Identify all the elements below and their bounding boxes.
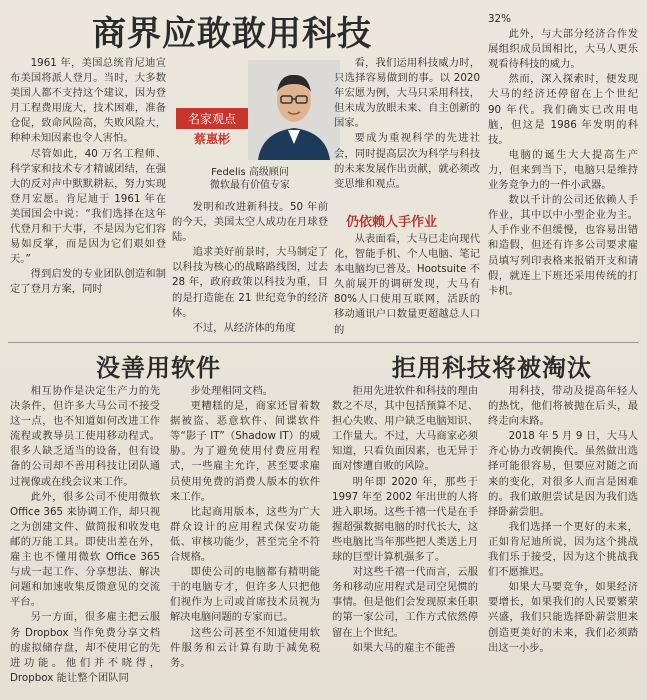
paragraph: 此外，很多公司不使用微软 Office 365 来协调工作，却只视之为创建文件、做简报和收发电邮的万能工具。即使出差在外，雇主也不懂用微软 Office 365 与成一起工作、分享想法、解决问题和加速收集反馈意见的交流平台。	[10, 490, 160, 609]
headline: 商界应敢敢用科技	[92, 14, 372, 54]
paragraph: 另一方面，很多雇主把云服务 Dropbox 当作免费分享文档的虚拟储存盘，却不使用它的先进功能。他们并不晓得，Dropbox 能让整个团队同	[10, 611, 160, 684]
paragraph: 对这些千禧一代而言，云服务和移动应用程式是司空见惯的事情。但是他们会发现原来任职的第一家公司，工作方式依然停留在上个世纪。	[332, 566, 478, 639]
author-role	[180, 166, 320, 192]
paragraph: 然而，深入探索时，便发现大马的经济还停留在上个世纪 90 年代。我们确实已改用电脑，但这是 1986 年发明的科技。	[488, 73, 638, 146]
paragraph: 更糟糕的是，商家还冒着数据被盗、恶意软件、间谍软件等“影子 IT”（Shadow IT）的威胁。为了避免使用付费应用程式，一些雇主允许，甚至要求雇员使用免费的消费人版本的软件来工作。	[170, 400, 320, 503]
paragraph: 1961 年，美国总统肯尼迪宣布美国将派人登月。当时，大多数美国人都不支持这个建议，因为登月工程费用庞大，技术困难，准备仓促，致命风险高，失败风险大，种种未知因素也令人害怕。	[10, 57, 166, 145]
author-title-line1: Fedelis 高级顾问	[211, 167, 289, 178]
paragraph: 尽管如此，40 万名工程师、科学家和技术专才精诚团结，在强大的反对声中默默耕耘，努力实现登月宏愿。肯尼迪于 1961 年在美国国会中说：“我们选择在这年代登月和干大事，不是因为它们容易如反掌，而是因为它们艰如登天。”	[10, 147, 166, 266]
section-title-tech: 拒用科技将被淘汰	[392, 353, 592, 382]
column-1	[10, 56, 166, 336]
paragraph: 如果大马的雇主不能善	[352, 641, 456, 654]
paragraph: 我们选择一个更好的未来，正如肯尼迪所说，因为这个挑战我们乐于接受，因为这个挑战我们不愿推迟。	[488, 520, 638, 579]
paragraph: 得到启发的专业团队创造和制定了登月方案，同时	[10, 268, 166, 296]
paragraph: 电脑的诞生大大提高生产力，但来到当下，电脑只是维持业务竞争力的一件小武器。	[488, 148, 638, 192]
paragraph: 看，我们运用科技威力时，只选择容易做到的事。以 2020 年宏愿为例，大马只采用科技，但未成为放眼未来、自主创新的国家。	[334, 57, 480, 130]
paragraph: 如果大马要竞争，如果经济要增长，如果我们的人民要繁荣兴盛，我们只能选择卧薪尝胆来创造更美好的未来，我们必须踏出这一小步。	[488, 581, 638, 654]
paragraph: 从表面看，大马已走向现代化，智能手机、个人电脑、笔记本电脑均已普及。Hootsuite 不久前展开的调研发现，大马有 80%人口使用互联网，活跃的移动通讯户口数量更超越总人口的	[334, 233, 480, 336]
column-3b	[334, 232, 480, 336]
author-title-line2: 微软最有价值专家	[210, 180, 290, 191]
column-4	[488, 12, 638, 336]
paragraph: 步处理相同文档。	[190, 385, 273, 397]
column-6	[170, 384, 320, 696]
paragraph: 追求美好前景时，大马制定了以科技为核心的战略路线图，过去 28 年，政府政策以科技为重，目的是打造能在 21 世纪竞争的经济体。	[172, 246, 328, 319]
paragraph: 比起商用版本，这些为广大群众设计的应用程式保安功能低、审核功能少，甚至完全不符合规格。	[170, 505, 320, 564]
divider	[8, 342, 639, 343]
percent-continuation: 32%	[488, 13, 511, 25]
column-8	[488, 384, 638, 696]
paragraph: 此外，与大部分经济合作发展组织成员国相比，大马人更乐观看待科技的威力。	[488, 28, 638, 71]
subhead: 仍依赖人手作业	[346, 215, 438, 230]
paragraph: 数以千计的公司还依赖人手作业，其中以中小型企业为主。人手作业不但缓慢，也容易出错和造假，但还有许多公司要求雇员填写列印表格来报销开支和请假，就连上下班还采用传统的打卡机。	[488, 194, 638, 297]
paragraph: 用科技，带动及提高年轻人的热忱，他们将被抛在后头，最终走向末路。	[488, 385, 638, 428]
paragraph: 明年即 2020 年，那些于 1997 年至 2002 年出世的人将进入职场。这些千禧一代是在手握超强数据电脑的时代长大，这些电脑比当年那些把人类送上月球的巨型计算机强多了。	[332, 475, 478, 564]
column-3	[334, 56, 480, 206]
byline-tag: 名家观点	[176, 108, 248, 129]
paragraph: 相互协作是决定生产力的先决条件，但许多大马公司不接受这一点，也不知道如何改进工作流程或教导员工使用移动程式。很多人缺乏适当的设备，但有设备的公司却不善用科技让团队通过视像或在线会议来工作。	[10, 385, 160, 488]
paragraph: 这些公司甚至不知道使用软件服务和云计算有助于减免税务。	[170, 626, 320, 669]
paragraph: 不过，从经济体的角度	[192, 321, 296, 334]
paragraph: 拒用先进软件和科技的理由数之不尽，其中包括预算不足、担心失败、用户缺乏电脑知识、工作量大。不过，大马商家必须知道，只看负面因素，也无异于面对惨遭自败的风险。	[332, 385, 478, 473]
paragraph: 要成为重视科学的先进社会，同时提高层次为科学与科技的未来发展作出贡献，就必须改变思维和观点。	[334, 132, 480, 190]
column-7	[332, 384, 478, 696]
author-photo	[248, 60, 340, 160]
column-5	[10, 384, 160, 696]
paragraph: 发明和改进新科技。50 年前的今天，美国太空人成功在月球登陆。	[172, 201, 328, 244]
column-2	[172, 200, 328, 336]
author-name: 蔡惠彬	[193, 132, 230, 146]
paragraph: 即使公司的电脑都有精明能干的电脑专才，但许多人只把他们视作为上司或首席技术员视为解决电脑问题的专家而已。	[170, 566, 320, 624]
section-title-software: 没善用软件	[96, 353, 221, 382]
paragraph: 2018 年 5 月 9 日，大马人齐心协力改朝换代。虽然做出选择可能很容易，但要应对随之而来的变化，对很多人而言是困难的。我们敢胆尝试是因为我们选择卧薪尝胆。	[488, 430, 638, 518]
